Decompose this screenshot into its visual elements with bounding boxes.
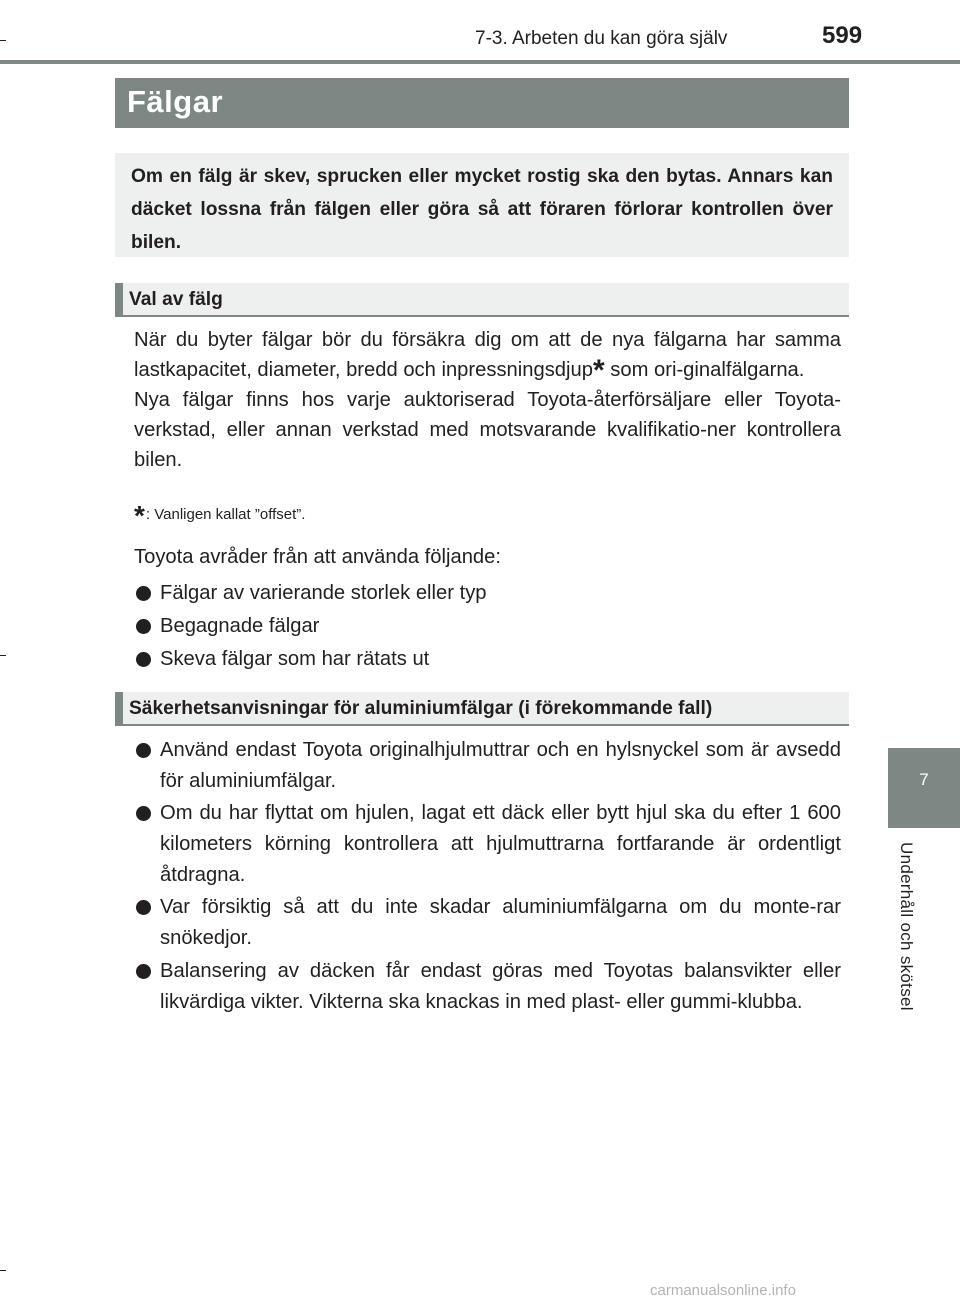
header-rule	[0, 60, 960, 64]
paragraph-text: När du byter fälgar bör du försäkra dig om att de nya fälgarna har samma lastkapacitet, diameter, bredd och inpressningsdjup	[134, 329, 841, 381]
chapter-tab	[888, 748, 960, 828]
footnote-marker: *	[592, 354, 605, 387]
section-heading-text: Säkerhetsanvisningar för aluminiumfälgar (i förekommande fall)	[129, 698, 713, 719]
section-heading-text: Val av fälg	[129, 289, 223, 310]
section-heading-rim-selection	[115, 283, 849, 317]
list-item	[134, 892, 841, 954]
footnote	[134, 500, 306, 531]
crop-mark	[0, 655, 6, 656]
footnote-text: : Vanligen kallat ”offset”.	[145, 506, 306, 523]
page-title: Fälgar	[127, 84, 224, 119]
list-item	[134, 611, 841, 642]
avoid-intro: Toyota avråder från att använda följande:	[134, 546, 501, 568]
crop-mark	[0, 40, 6, 41]
list-item-text: Balansering av däcken får endast göras med Toyotas balansvikter eller likvärdiga vikter. Vikterna ska knackas in med plast- eller gummi-klubba.	[160, 960, 841, 1013]
list-item	[134, 644, 841, 675]
list-item-text: Om du har flyttat om hjulen, lagat ett däck eller bytt hjul ska du efter 1 600 kilometers körning kontrollera att hjulmuttrarna fortfarande är ordentligt åtdragna.	[160, 802, 841, 886]
list-item	[134, 578, 841, 609]
list-item-text: Fälgar av varierande storlek eller typ	[160, 582, 487, 604]
bullet-icon	[136, 964, 151, 979]
bullet-icon	[136, 586, 151, 601]
header-section-title: 7-3. Arbeten du kan göra själv	[475, 28, 728, 49]
list-item-text: Var försiktig så att du inte skadar aluminiumfälgarna om du monte-rar snökedjor.	[160, 896, 841, 949]
chapter-number: 7	[919, 770, 929, 789]
bullet-icon	[136, 619, 151, 634]
section1-body	[134, 325, 841, 475]
section-heading-alloy-safety	[115, 692, 849, 726]
bullet-icon	[136, 900, 151, 915]
chapter-label: Underhåll och skötsel	[897, 842, 916, 1011]
list-item	[134, 956, 841, 1018]
list-item-text: Skeva fälgar som har rätats ut	[160, 648, 430, 670]
paragraph-text: som ori-ginalfälgarna.	[604, 359, 805, 381]
title-bar	[115, 78, 849, 128]
bullet-icon	[136, 806, 151, 821]
crop-mark	[0, 1270, 6, 1271]
list-item-text: Använd endast Toyota originalhjulmuttrar och en hylsnyckel som är avsedd för aluminiumfälgar.	[160, 739, 841, 792]
list-item	[134, 735, 841, 797]
intro-box: Om en fälg är skev, sprucken eller mycket rostig ska den bytas. Annars kan däcket lossna från fälgen eller göra så att föraren förlorar kontrollen över bilen.	[115, 153, 849, 257]
page-number: 599	[822, 22, 863, 49]
bullet-icon	[136, 652, 151, 667]
list-item	[134, 798, 841, 891]
paragraph-dealers: Nya fälgar finns hos varje auktoriserad Toyota-återförsäljare eller Toyota-verkstad, eller annan verkstad med motsvarande kvalifikatio-ner kontrollera bilen.	[134, 389, 841, 471]
list-item-text: Begagnade fälgar	[160, 615, 320, 637]
watermark: carmanualsonline.info	[650, 1282, 796, 1299]
footnote-star: *	[134, 500, 145, 531]
paragraph-rim-specs	[134, 325, 841, 385]
bullet-icon	[136, 743, 151, 758]
